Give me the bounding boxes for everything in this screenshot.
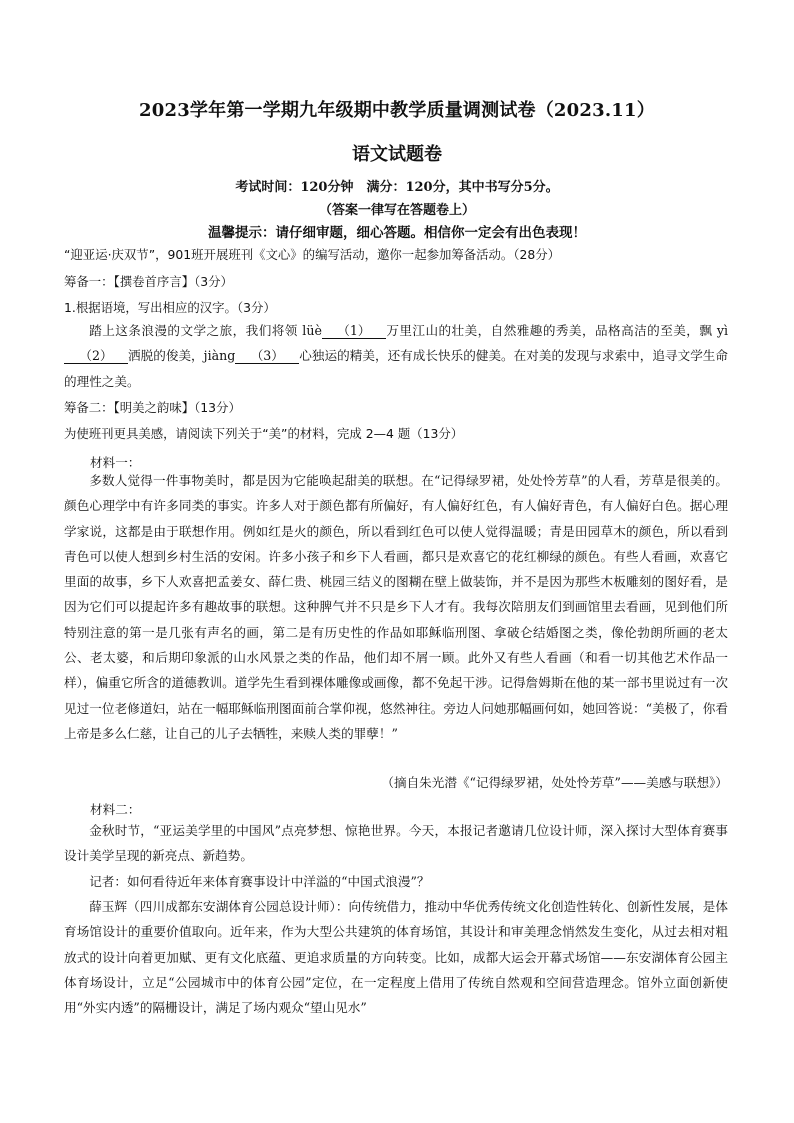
section1-heading: 筹备一：【撰卷首序言】（3分） <box>64 274 233 289</box>
material1-source: （摘自朱光潜《“记得绿罗裙，处处怜芳草”——美感与联想》） <box>381 775 728 790</box>
section2-heading: 筹备二：【明美之韵味】（13分） <box>64 400 241 415</box>
answer-blank-2[interactable]: （2） <box>64 349 128 364</box>
exam-info: 考试时间：120分钟 满分：120分，其中书写分5分。 <box>235 180 559 195</box>
answer-blank-1[interactable]: （1） <box>322 324 386 339</box>
material2-paragraph-1: 金秋时节，“亚运美学里的中国风”点亮梦想、惊艳世界。今天，本报记者邀请几位设计师，深入探讨大型体育赛事设计美学呈现的新亮点、新趋势。 <box>64 823 728 864</box>
answer-note: （答案一律写在答题卷上） <box>318 203 475 218</box>
question-1-paragraph <box>64 318 728 394</box>
q1-text-part3: 洒脱的俊美，jiàng <box>128 348 236 364</box>
material1-text: 多数人觉得一件事物美时，都是因为它能唤起甜美的联想。在“记得绿罗裙，处处怜芳草”的人看，芳草是很美的。颜色心理学中有许多同类的事实。许多人对于颜色都有所偏好，有人偏好红色，有人偏好青色，有人偏好白色。据心理学家说，这都是由于联想作用。例如红是火的颜色，所以看到红色可以使人觉得温暖；青是田园草木的颜色，所以看到青色可以使人想到乡村生活的安闲。许多小孩子和乡下人看画，都只是欢喜它的花红柳绿的颜色。有些人看画，欢喜它里面的故事，乡下人欢喜把孟姜女、薛仁贵、桃园三结义的图糊在壁上做装饰，并不是因为那些木板雕刻的图好看，是因为它们可以提起许多有趣故事的联想。这种脾气并不只是乡下人才有。我每次陪朋友们到画馆里去看画，见到他们所特别注意的第一是几张有声名的画，第二是有历史性的作品如耶稣临刑图、拿破仑结婚图之类，像伦勃朗所画的老太公、老太婆，和后期印象派的山水风景之类的作品，他们却不屑一顾。此外又有些人看画（和看一切其他艺术作品一样），偏重它所含的道德教训。道学先生看到裸体雕像或画像，都不免起干涉。记得詹姆斯在他的某一部书里说过有一次见过一位老修道妇，站在一幅耶稣临刑图面前合掌仰视，悠然神往。旁边人问她那幅画何如，她回答说：“美极了，你看上帝是多么仁慈，让自己的儿子去牺牲，来赎人类的罪孽！” <box>64 473 728 741</box>
exam-title: 2023学年第一学期九年级期中教学质量调测试卷（2023.11） <box>139 100 655 121</box>
answer-blank-3[interactable]: （3） <box>235 349 299 364</box>
material2-question: 记者：如何看待近年来体育赛事设计中洋溢的“中国式浪漫”？ <box>89 874 430 889</box>
q1-text-part4: 心独运的精美，还有成长快乐的健美。在对美的发现与求索中，追寻文学生命的理性之美。 <box>64 348 729 389</box>
material2-paragraph-3: 薛玉辉（四川成都东安湖体育公园总设计师）：向传统借力，推动中华优秀传统文化创造性转化、创新性发展，是体育场馆设计的重要价值取向。近年来，作为大型公共建筑的体育场馆，其设计和审美理念悄然发生变化，从过去相对粗放式的设计向着更加赋、更有文化底蕴、更追求质量的方向转变。比如，成都大运会开幕式场馆——东安湖体育公园主体育场设计，立足“公园城市中的体育公园”定位，在一定程度上借用了传统自然观和空间营造理念。馆外立面创新使用“外实内透”的隔栅设计，满足了场内观众“望山见水” <box>64 899 728 1016</box>
tip-line: 温馨提示：请仔细审题，细心答题。相信你一定会有出色表现！ <box>208 225 586 241</box>
q1-text-part1: 踏上这条浪漫的文学之旅，我们将领 lüè <box>89 323 322 338</box>
intro-line: “迎亚运·庆双节”，901班开展班刊《文心》的编写活动，邀你一起参加筹备活动。（28分） <box>64 247 561 262</box>
material1-label: 材料一： <box>90 455 141 470</box>
material2-label: 材料二： <box>90 802 141 817</box>
section2-instruction: 为使班刊更具美感，请阅读下列关于“美”的材料，完成 2—4 题（13分） <box>64 426 464 441</box>
question-1: 1.根据语境，写出相应的汉字。（3分） <box>64 300 276 315</box>
q1-text-part2: 万里江山的壮美，自然雅趣的秀美，品格高洁的至美，飘 yì <box>385 323 728 338</box>
exam-subtitle: 语文试题卷 <box>352 144 442 165</box>
